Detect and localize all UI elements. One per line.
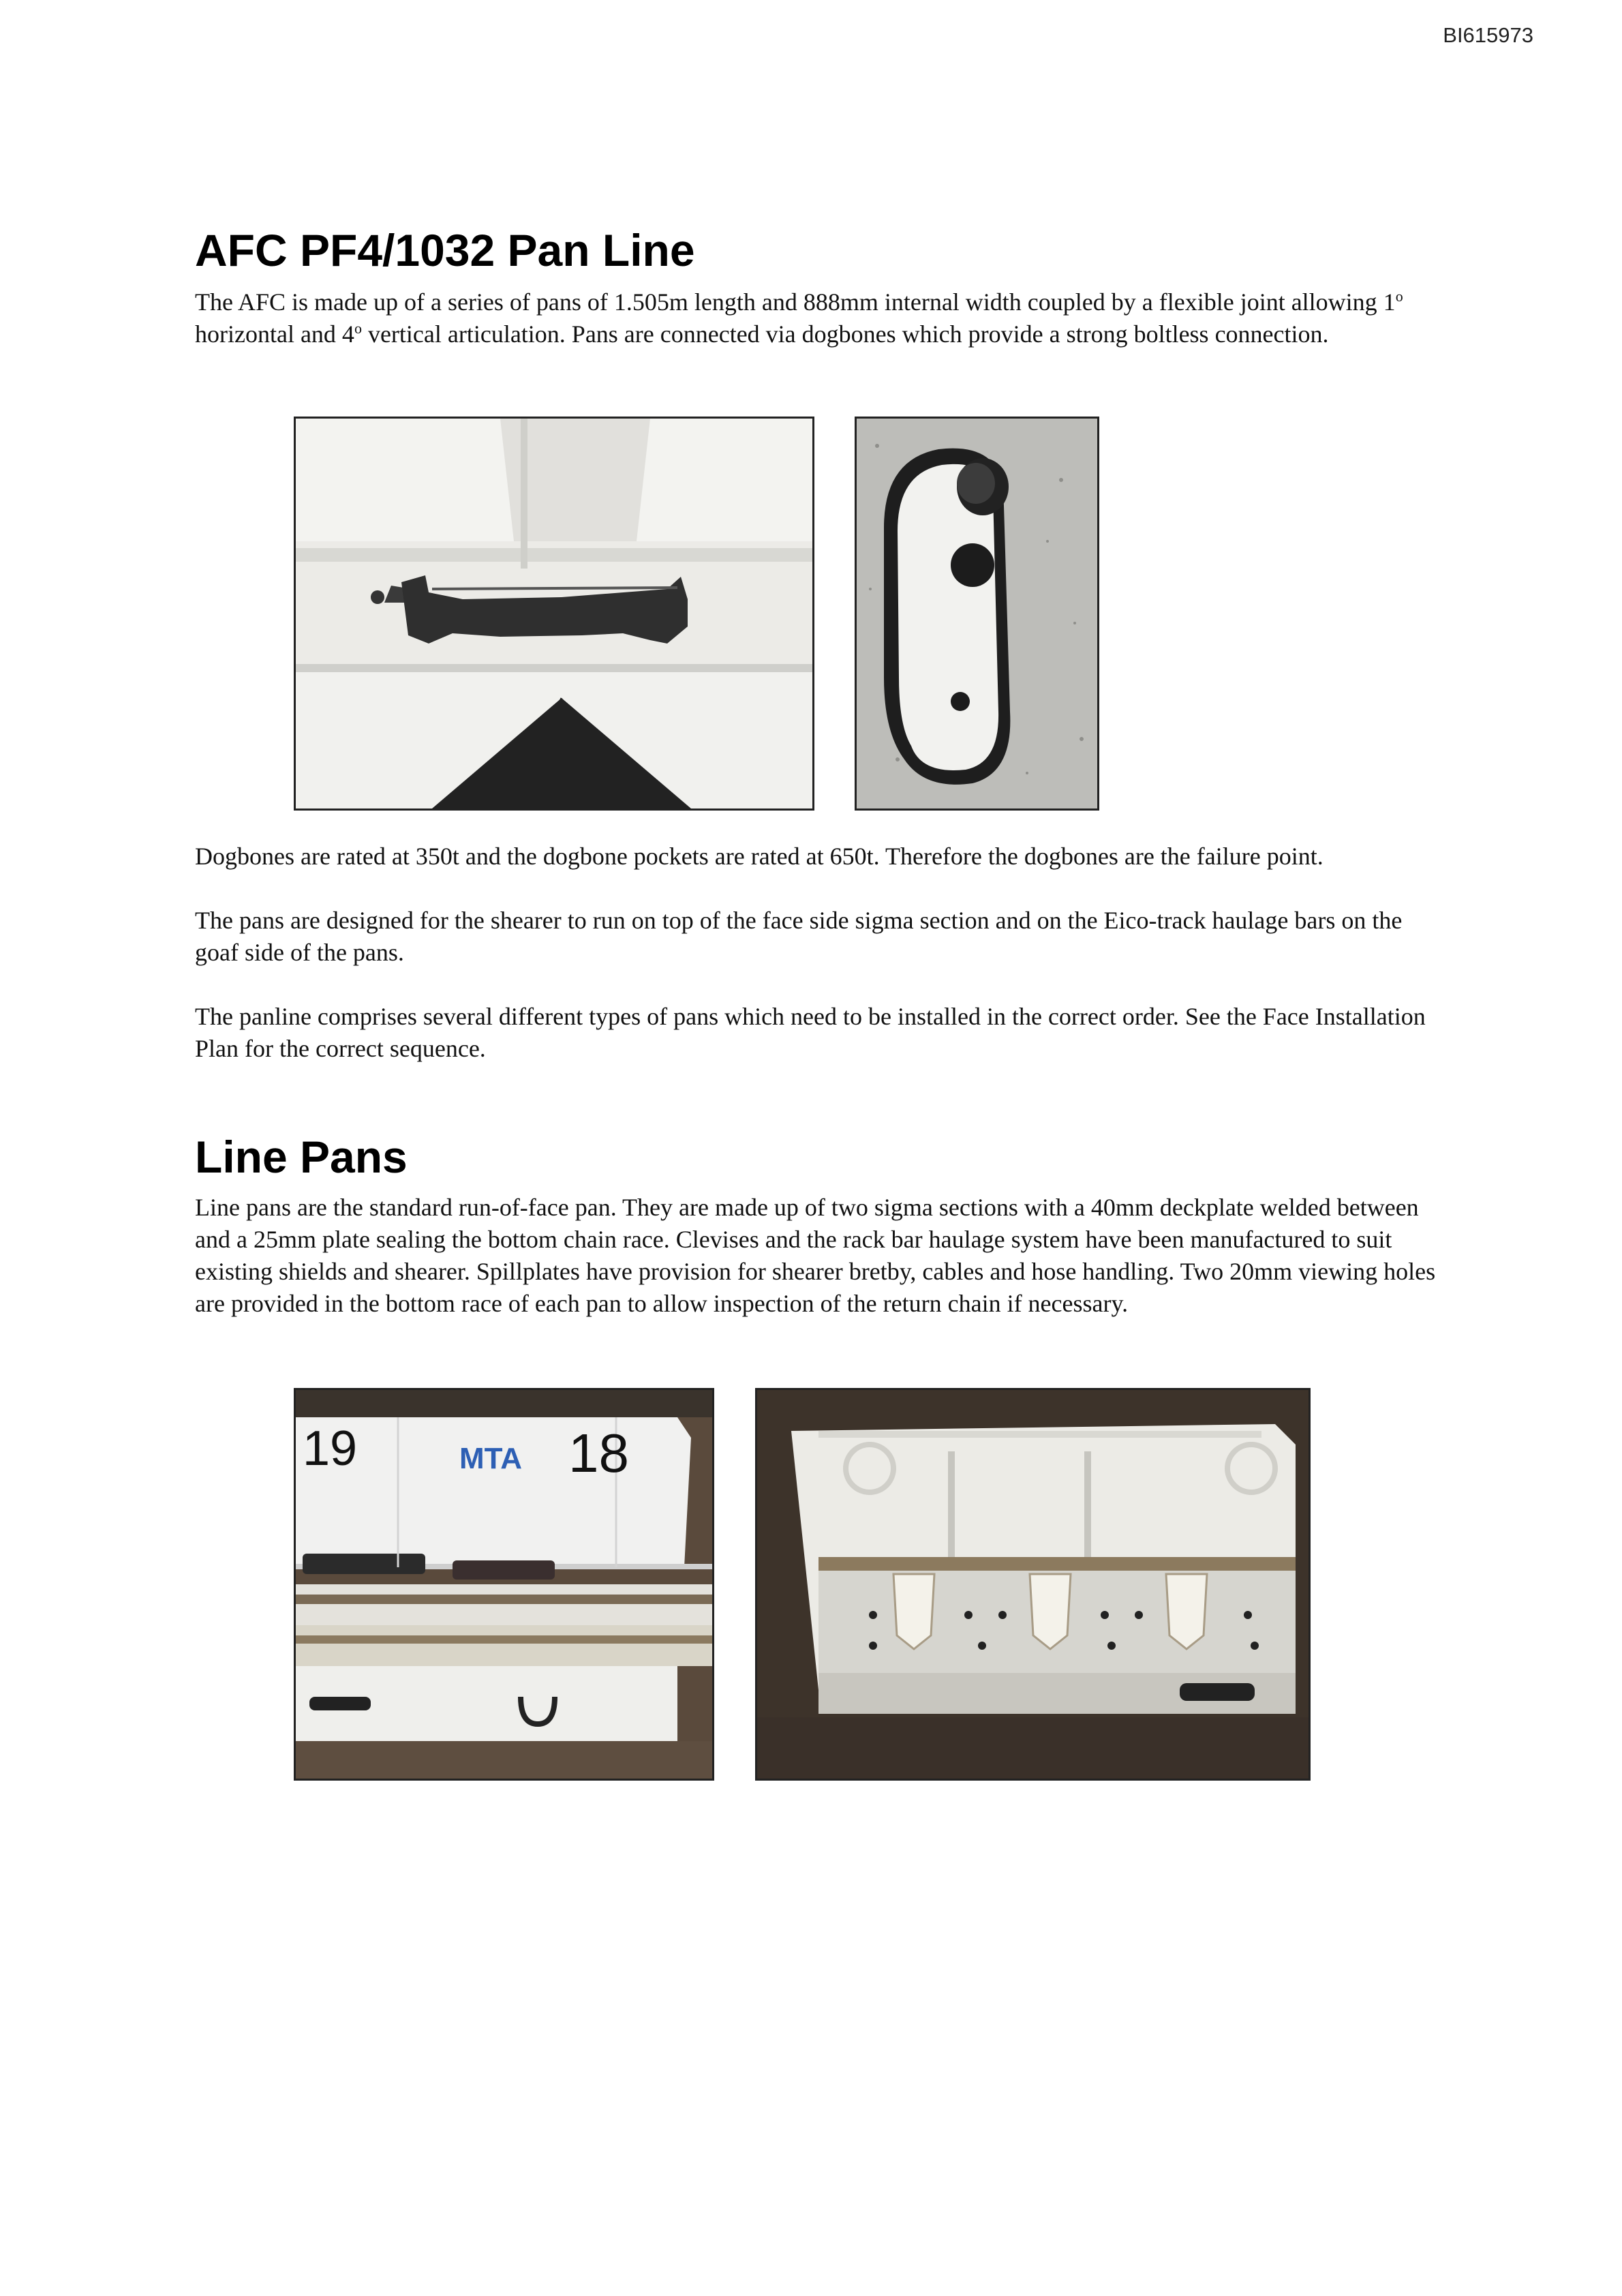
mta-logo-text: MTA <box>459 1442 523 1475</box>
line-pan-side-image <box>757 1390 1309 1779</box>
section-afc-pan-line <box>195 225 1442 350</box>
intro-paragraph <box>195 286 1442 350</box>
photo-dogbone-loose <box>855 417 1099 811</box>
section-title-afc: AFC PF4/1032 Pan Line <box>195 225 695 275</box>
photo-line-pan-side <box>755 1388 1311 1781</box>
pan-number-18: 18 <box>568 1423 629 1483</box>
section-line-pans <box>195 1132 1442 1320</box>
degree-sup-2: o <box>354 319 362 337</box>
degree-sup-1: o <box>1395 287 1403 305</box>
dogbone-rating-paragraph: Dogbones are rated at 350t and the dogbone pockets are rated at 650t. Therefore the dogbones are the failure point. <box>195 843 1323 870</box>
intro-text-3: vertical articulation. Pans are connected via dogbones which provide a strong boltless connection. <box>361 320 1329 348</box>
photo-dogbone-installed <box>294 417 814 811</box>
line-pans-paragraph: Line pans are the standard run-of-face pan. They are made up of two sigma sections with a 40mm deckplate welded between and a 25mm plate sealing the bottom chain race. Clevises and the rack bar haulage system have been manufactured to suit existing shields and shearer. Spillplates have provision for shearer bretby, cables and hose handling. Two 20mm viewing holes are provided in the bottom race of each pan to allow inspection of the return chain if necessary. <box>195 1193 1436 1317</box>
panline-order-paragraph: The panline comprises several different types of pans which need to be installed in the correct order. See the Face Installation Plan for the correct sequence. <box>195 1003 1426 1062</box>
section-title-line-pans: Line Pans <box>195 1132 408 1182</box>
section-afc-details <box>195 841 1442 1065</box>
intro-text-2: horizontal and 4 <box>195 320 354 348</box>
line-pans-end-image <box>296 1390 712 1779</box>
dogbone-loose-image <box>857 419 1097 809</box>
photo-line-pans-end <box>294 1388 714 1781</box>
dogbone-installed-image <box>296 419 812 809</box>
pan-number-19: 19 <box>303 1421 358 1476</box>
document-id: BI615973 <box>1443 23 1533 47</box>
shearer-design-paragraph: The pans are designed for the shearer to run on top of the face side sigma section and on the Eico-track haulage bars on the goaf side of the pans. <box>195 907 1403 966</box>
intro-text-1: The AFC is made up of a series of pans of 1.505m length and 888mm internal width coupled by a flexible joint allowing 1 <box>195 288 1396 316</box>
